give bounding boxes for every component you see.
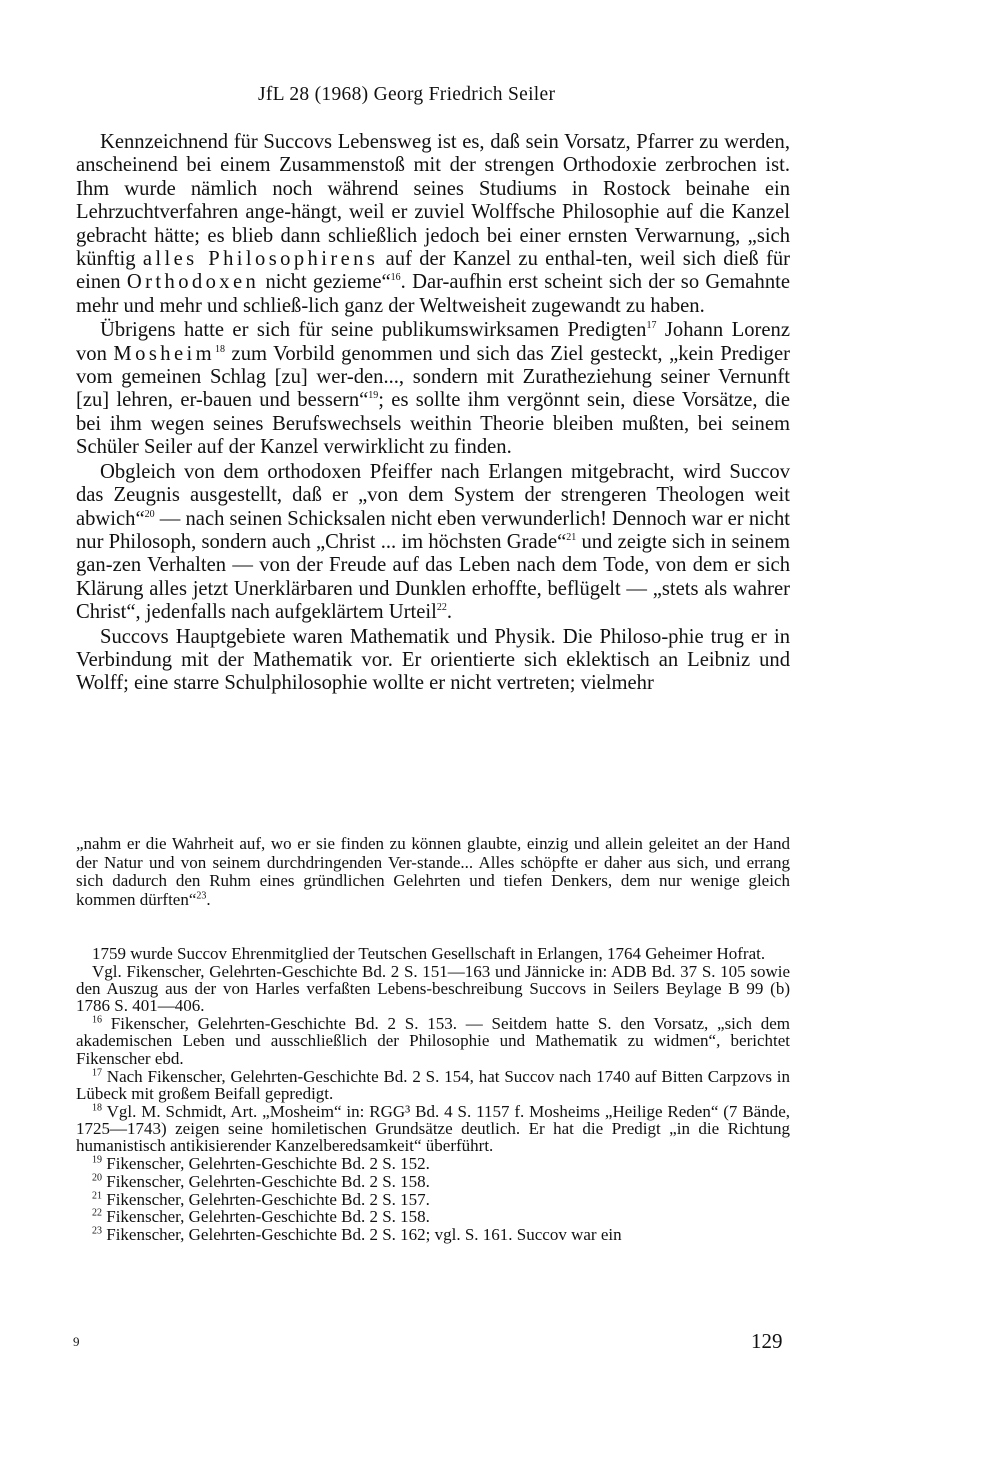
footnote-ref[interactable]: 23: [196, 890, 207, 902]
paragraph-2: Übrigens hatte er sich für seine publikumswirksamen Predigten$^{17}$ Johann Lorenz von Mosheim$^{18}$ zum Vorbild genommen und sich das Ziel gesteckt, „kein Prediger vom gemeinen Schlag [zu] wer-den..., sondern mit Zuratheziehung seiner Vernunft [zu] lehren, er-bauen und bessern“$^{19}$; es sollte ihm vergönnt sein, diese Vorsätze, die bei ihm wegen seines Berufswechsels weithin Theorie bleiben mußten, bei seinem Schüler Seiler auf der Kanzel verwirklicht zu finden.: [76, 319, 790, 459]
running-header: JfL 28 (1968) Georg Friedrich Seiler: [258, 84, 556, 105]
footnote: $^{22}$ Fikenscher, Gelehrten-Geschichte Bd. 2 S. 158.: [92, 1207, 430, 1227]
spaced-emphasis: Mosheim: [113, 342, 216, 365]
paragraph-3: Obgleich von dem orthodoxen Pfeiffer nach Erlangen mitgebracht, wird Succov das Zeugnis ausgestellt, daß er „von dem System der strengeren Theologen weit abwich“$^{20}$ — nach seinen Schicksalen nicht eben verwunderlich! Dennoch war er nicht nur Philosoph, sondern auch „Christ ... im höchsten Grade“$^{21}$ und zeigte sich in seinem gan-zen Verhalten — von der Freude auf das Leben nach dem Tode, von dem er sich Klärung alles jetzt Unerklärbaren und Dunklen erhoffte, beflügelt — „stets als wahrer Christ“, jedenfalls nach aufgeklärtem Urteil$^{22}$.: [76, 460, 790, 624]
footnote-ref[interactable]: 21: [566, 532, 577, 544]
footnote-ref[interactable]: 20: [144, 508, 155, 520]
footnote-ref[interactable]: 19: [368, 390, 379, 402]
block-quote: „nahm er die Wahrheit auf, wo er sie finden zu können glaubte, einzig und allein geleitet an der Hand der Natur und von seinem durchdringenden Ver-stande... Alles schöpfte er daher aus sich, und errang sich dadurch den Ruhm eines gründlichen Gelehrten und tiefen Denkers, dem nur wenige gleich kommen dürften“$^{23}$.: [76, 834, 790, 909]
footnote: Vgl. Fikenscher, Gelehrten-Geschichte Bd. 2 S. 151—163 und Jännicke in: ADB Bd. 37 S. 105 sowie den Auszug aus der von Harles verfaßten Lebens-beschreibung Succovs in Seilers Beylage B 99 (b) 1786 S. 401—406.: [76, 961, 790, 1016]
footnote-ref[interactable]: 22: [436, 602, 447, 614]
page-number: 129: [751, 1329, 783, 1353]
footnote: $^{17}$ Nach Fikenscher, Gelehrten-Geschichte Bd. 2 S. 154, hat Succov nach 1740 auf Bitten Carpzovs in Lübeck mit großem Beifall gepredigt.: [76, 1066, 790, 1103]
footnote: $^{18}$ Vgl. M. Schmidt, Art. „Mosheim“ in: RGG³ Bd. 4 S. 1157 f. Mosheims „Heilige Reden“ (7 Bände, 1725—1743) zeigen seine homiletischen Grundsätze deutlich. Er hat die Predigt „in die Richtung humanistisch antikisierender Kanzelberedsamkeit“ überführt.: [76, 1101, 790, 1156]
footnote: 1759 wurde Succov Ehrenmitglied der Teutschen Gesellschaft in Erlangen, 1764 Geheimer Hofrat.: [92, 944, 766, 963]
footnote-ref[interactable]: 16: [390, 272, 401, 284]
footnote-ref[interactable]: 18: [215, 343, 226, 355]
footnotes: [76, 945, 790, 1244]
footnote: $^{19}$ Fikenscher, Gelehrten-Geschichte Bd. 2 S. 152.: [92, 1154, 430, 1174]
paragraph-4: Succovs Hauptgebiete waren Mathematik und Physik. Die Philoso-phie trug er in Verbindung mit der Mathematik vor. Er orientierte sich eklektisch an Leibniz und Wolff; eine starre Schulphilosophie wollte er nicht vertreten; vielmehr: [76, 625, 790, 695]
footnote: $^{23}$ Fikenscher, Gelehrten-Geschichte Bd. 2 S. 162; vgl. S. 161. Succov war ein: [92, 1225, 622, 1245]
footnote-ref[interactable]: 17: [646, 320, 657, 332]
spaced-emphasis: Orthodoxen: [126, 271, 260, 294]
footnote: $^{21}$ Fikenscher, Gelehrten-Geschichte Bd. 2 S. 157.: [92, 1189, 430, 1209]
signature-mark: 9: [73, 1334, 80, 1349]
footnote: $^{16}$ Fikenscher, Gelehrten-Geschichte Bd. 2 S. 153. — Seitdem hatte S. den Vorsatz, „sich dem akademischen Leben und ausschließlich der Philosophie und Mathematik zu widmen“, berichtet Fikenscher ebd.: [76, 1014, 790, 1068]
footnote: $^{20}$ Fikenscher, Gelehrten-Geschichte Bd. 2 S. 158.: [92, 1171, 430, 1191]
paragraph-1: Kennzeichnend für Succovs Lebensweg ist es, daß sein Vorsatz, Pfarrer zu werden, anscheinend bei einem Zusammenstoß mit der strengen Orthodoxie zerbrochen ist. Ihm wurde nämlich noch während seines Studiums in Rostock beinahe ein Lehrzuchtverfahren ange-hängt, weil er zuviel Wolffsche Philosophie auf die Kanzel gebracht hätte; es blieb dann schließlich jedoch bei einer ernsten Verwarnung, „sich künftig alles Philosophirens auf der Kanzel zu enthal-ten, weil sich dieß für einen Orthodoxen nicht gezieme“$^{16}$. Dar-aufhin erst scheint sich der so Gemahnte mehr und mehr und schließ-lich ganz der Weltweisheit zugewandt zu haben.: [76, 131, 791, 317]
main-text: [76, 131, 790, 696]
spaced-emphasis: alles Philosophirens: [142, 248, 379, 271]
